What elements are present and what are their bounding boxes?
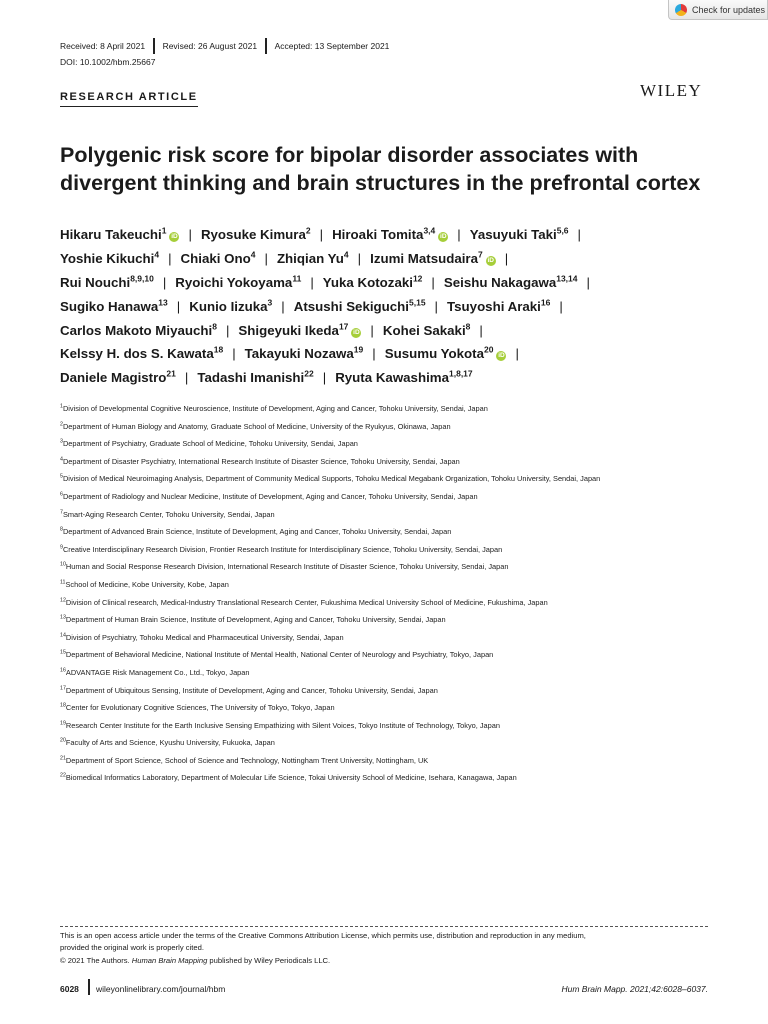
journal-citation bbox=[562, 984, 709, 994]
affiliation-number: 6 bbox=[60, 491, 63, 498]
crossmark-icon bbox=[675, 4, 687, 16]
author-name[interactable]: Rui Nouchi bbox=[60, 274, 131, 290]
article-dates bbox=[60, 38, 389, 54]
author-affiliation-ref: 8 bbox=[465, 321, 471, 332]
affiliation-number: 10 bbox=[60, 561, 66, 568]
affiliation-item bbox=[60, 720, 700, 731]
author-name[interactable]: Susumu Yokota bbox=[384, 346, 484, 362]
affiliation-text: Department of Psychiatry, Graduate School of Medicine, Tohoku University, Sendai, Japan bbox=[62, 439, 358, 449]
author-affiliation-ref: 12 bbox=[412, 273, 423, 284]
affiliation-item bbox=[60, 403, 700, 414]
affiliation-item bbox=[60, 421, 700, 432]
check-for-updates-button[interactable] bbox=[668, 0, 768, 20]
affiliation-number: 19 bbox=[60, 720, 66, 727]
author-separator: | bbox=[434, 298, 439, 314]
author-separator: | bbox=[176, 298, 181, 314]
affiliation-text: Department of Ubiquitous Sensing, Institute of Development, Aging and Cancer, Tohoku University, Sendai, Japan bbox=[65, 685, 438, 695]
author-name[interactable]: Ryoichi Yokoyama bbox=[175, 274, 293, 290]
affiliation-text: Department of Human Biology and Anatomy, Graduate School of Medicine, University of the Ryukyus, Okinawa, Japan bbox=[62, 421, 451, 431]
affiliation-number: 13 bbox=[60, 614, 66, 621]
author-separator: | bbox=[586, 274, 590, 290]
paper-title: Polygenic risk score for bipolar disorder associates with divergent thinking and brain structures in the prefrontal cortex bbox=[60, 143, 701, 195]
author-separator: | bbox=[372, 346, 376, 362]
author-separator: | bbox=[225, 322, 230, 338]
affiliation-number: 14 bbox=[60, 632, 66, 639]
affiliation-number: 5 bbox=[60, 473, 63, 480]
author-separator: | bbox=[264, 250, 268, 266]
author-separator: | bbox=[168, 250, 172, 266]
author-affiliation-ref: 4 bbox=[343, 249, 349, 260]
author-name[interactable]: Ryuta Kawashima bbox=[335, 370, 449, 386]
affiliation-item bbox=[60, 597, 700, 608]
author-separator: | bbox=[319, 227, 324, 242]
affiliation-item bbox=[60, 438, 700, 449]
affiliation-number: 4 bbox=[60, 456, 63, 463]
affiliation-item bbox=[60, 456, 700, 467]
affiliation-item bbox=[60, 649, 700, 660]
orcid-icon[interactable]: iD bbox=[487, 256, 494, 264]
affiliation-number: 18 bbox=[60, 702, 66, 709]
author-separator: | bbox=[504, 250, 509, 266]
author-name[interactable]: Tadashi Imanishi bbox=[197, 370, 305, 386]
author-affiliation-ref: 17 bbox=[338, 321, 349, 332]
author-affiliation-ref: 22 bbox=[304, 368, 314, 379]
author-name[interactable]: Hikaru Takeuchi bbox=[60, 227, 162, 242]
author-affiliation-ref: 16 bbox=[540, 297, 551, 308]
author-affiliation-ref: 11 bbox=[292, 273, 302, 284]
author-separator: | bbox=[281, 298, 285, 314]
affiliation-text: Department of Radiology and Nuclear Medicine, Institute of Development, Aging and Cancer, Tohoku University, Sendai, Japan bbox=[62, 491, 478, 501]
affiliation-number: 9 bbox=[60, 544, 63, 551]
affiliation-item bbox=[60, 632, 700, 643]
copyright-prefix: © 2021 The Authors. bbox=[60, 955, 132, 965]
author-separator: | bbox=[479, 322, 483, 338]
affiliation-number: 22 bbox=[60, 773, 66, 779]
author-affiliation-ref: 1 bbox=[161, 225, 167, 236]
affiliation-item bbox=[60, 579, 700, 590]
author-separator: | bbox=[232, 346, 236, 362]
author-line bbox=[60, 299, 720, 323]
affiliation-item bbox=[60, 473, 700, 484]
affiliation-number: 2 bbox=[60, 421, 63, 428]
author-separator: | bbox=[431, 274, 435, 290]
author-affiliation-ref: 18 bbox=[213, 345, 224, 356]
author-list bbox=[60, 227, 720, 394]
orcid-icon[interactable]: iD bbox=[353, 328, 360, 336]
author-separator: | bbox=[515, 346, 519, 362]
author-name[interactable]: Sugiko Hanawa bbox=[60, 298, 159, 314]
affiliation-item bbox=[60, 544, 700, 555]
article-type bbox=[60, 91, 198, 103]
author-line bbox=[60, 227, 720, 251]
author-separator: | bbox=[162, 274, 167, 290]
author-name[interactable]: Seishu Nakagawa bbox=[443, 274, 557, 290]
affiliation-item bbox=[60, 702, 700, 713]
author-name[interactable]: Yoshie Kikuchi bbox=[60, 250, 155, 266]
affiliation-number: 15 bbox=[60, 649, 66, 656]
license-line-1: This is an open access article under the terms of the Creative Commons Attribution License, which permits use, distribution and reproduction in any medium, bbox=[60, 931, 586, 940]
affiliation-text: Division of Medical Neuroimaging Analysis, Department of Community Medical Supports, Tohoku Medical Megabank Organization, Tohoku University, Sendai, Japan bbox=[62, 474, 601, 484]
author-name[interactable]: Yasuyuki Taki bbox=[469, 227, 557, 242]
author-separator: | bbox=[457, 227, 461, 242]
check-for-updates-label: Check for updates bbox=[692, 4, 766, 15]
affiliation-text: Division of Developmental Cognitive Neuroscience, Institute of Development, Aging and Cancer, Tohoku University, Sendai, Japan bbox=[62, 404, 488, 413]
copyright-suffix: published by Wiley Periodicals LLC. bbox=[207, 955, 331, 965]
received-date: Received: 8 April 2021 bbox=[60, 41, 146, 51]
author-affiliation-ref: 1,8,17 bbox=[449, 368, 473, 379]
author-line bbox=[60, 275, 720, 299]
author-affiliation-ref: 3,4 bbox=[423, 225, 436, 236]
affiliation-item bbox=[60, 667, 700, 678]
affiliation-text: Creative Interdisciplinary Research Division, Frontier Research Institute for Interdisciplinary Science, Tohoku University, Sendai, Japan bbox=[62, 544, 503, 554]
author-name[interactable]: Takayuki Nozawa bbox=[244, 346, 354, 362]
affiliation-item bbox=[60, 491, 700, 502]
author-affiliation-ref: 4 bbox=[250, 249, 256, 260]
affiliation-text: Department of Sport Science, School of Science and Technology, Nottingham Trent University, Nottingham, UK bbox=[65, 755, 429, 765]
author-name[interactable]: Kohei Sakaki bbox=[382, 322, 466, 338]
affiliation-number: 20 bbox=[60, 737, 66, 744]
affiliation-item bbox=[60, 561, 700, 572]
affiliation-item bbox=[60, 526, 700, 537]
author-separator: | bbox=[310, 274, 314, 290]
affiliation-number: 3 bbox=[60, 438, 63, 445]
affiliation-text: Department of Disaster Psychiatry, International Research Institute of Disaster Science, Tohoku University, Sendai, Japan bbox=[62, 456, 460, 466]
affiliation-number: 17 bbox=[60, 685, 66, 692]
orcid-icon[interactable]: iD bbox=[440, 233, 447, 240]
license-notice bbox=[60, 930, 720, 967]
article-type-underline bbox=[60, 106, 198, 108]
author-name[interactable]: Izumi Matsudaira bbox=[370, 250, 478, 266]
affiliation-item bbox=[60, 685, 700, 696]
author-name[interactable]: Yuka Kotozaki bbox=[322, 274, 413, 290]
affiliation-item bbox=[60, 614, 700, 625]
affiliation-number: 1 bbox=[60, 403, 63, 410]
author-affiliation-ref: 4 bbox=[154, 249, 160, 260]
page-number: 6028 bbox=[60, 984, 79, 994]
affiliation-text: Department of Human Brain Science, Institute of Development, Aging and Cancer, Tohoku University, Sendai, Japan bbox=[65, 615, 446, 625]
author-separator: | bbox=[577, 227, 582, 242]
affiliation-text: Division of Clinical research, Medical-Industry Translational Research Center, Fukushima Medical University School of Medicine, Fukushima, Japan bbox=[65, 597, 548, 607]
affiliation-item bbox=[60, 737, 700, 748]
author-affiliation-ref: 20 bbox=[484, 345, 494, 356]
affiliation-list bbox=[60, 403, 700, 790]
author-name[interactable]: Chiaki Ono bbox=[180, 250, 251, 266]
author-name[interactable]: Kunio Iizuka bbox=[189, 298, 268, 314]
journal-name: Human Brain Mapping bbox=[131, 955, 208, 965]
author-line bbox=[60, 346, 720, 370]
article-type-label: RESEARCH ARTICLE bbox=[60, 91, 198, 103]
author-name[interactable]: Daniele Magistro bbox=[60, 370, 167, 386]
author-separator: | bbox=[357, 250, 362, 266]
author-affiliation-ref: 19 bbox=[353, 345, 364, 356]
revised-date: Revised: 26 August 2021 bbox=[162, 41, 258, 51]
affiliation-text: Center for Evolutionary Cognitive Sciences, The University of Tokyo, Tokyo, Japan bbox=[65, 703, 335, 713]
author-name[interactable]: Hiroaki Tomita bbox=[332, 227, 424, 242]
affiliation-text: Human and Social Response Research Division, International Research Institute of Disaster Science, Tohoku University, Sendai, Japan bbox=[65, 562, 509, 572]
author-name[interactable]: Shigeyuki Ikeda bbox=[238, 322, 339, 338]
author-affiliation-ref: 3 bbox=[267, 297, 273, 308]
author-affiliation-ref: 7 bbox=[478, 249, 483, 260]
affiliation-item bbox=[60, 755, 700, 766]
author-affiliation-ref: 5,6 bbox=[556, 225, 569, 236]
author-affiliation-ref: 8 bbox=[212, 321, 217, 332]
affiliation-text: Division of Psychiatry, Tohoku Medical and Pharmaceutical University, Sendai, Japan bbox=[65, 632, 344, 642]
author-affiliation-ref: 13 bbox=[158, 297, 168, 308]
license-line-2: provided the original work is properly cited. bbox=[60, 943, 204, 953]
author-line bbox=[60, 251, 720, 275]
author-affiliation-ref: 21 bbox=[166, 368, 176, 379]
author-name[interactable]: Carlos Makoto Miyauchi bbox=[60, 322, 213, 338]
author-line bbox=[60, 323, 720, 347]
affiliation-text: Faculty of Arts and Science, Kyushu University, Fukuoka, Japan bbox=[65, 738, 275, 748]
orcid-icon[interactable]: iD bbox=[498, 352, 505, 360]
author-name[interactable]: Kelssy H. dos S. Kawata bbox=[60, 346, 214, 362]
accepted-date: Accepted: 13 September 2021 bbox=[274, 41, 390, 51]
affiliation-item bbox=[60, 772, 700, 783]
author-affiliation-ref: 5,15 bbox=[409, 297, 426, 308]
copyright-line bbox=[60, 955, 720, 967]
affiliation-number: 16 bbox=[60, 667, 66, 674]
affiliation-number: 12 bbox=[60, 597, 66, 604]
author-affiliation-ref: 2 bbox=[305, 225, 311, 236]
affiliation-text: Research Center Institute for the Earth Inclusive Sensing Empathizing with Silent Voices, Tokyo Institute of Technology, Tokyo, Japan bbox=[65, 720, 501, 730]
affiliation-text: Department of Behavioral Medicine, National Institute of Mental Health, National Center of Neurology and Psychiatry, Tokyo, Japan bbox=[65, 650, 494, 660]
author-name[interactable]: Ryosuke Kimura bbox=[200, 227, 306, 242]
affiliation-number: 11 bbox=[60, 579, 66, 586]
author-separator: | bbox=[188, 227, 192, 242]
affiliation-text: ADVANTAGE Risk Management Co., Ltd., Tokyo, Japan bbox=[65, 667, 250, 677]
affiliation-item bbox=[60, 509, 700, 520]
author-separator: | bbox=[322, 370, 327, 386]
affiliation-number: 7 bbox=[60, 509, 63, 516]
date-separator bbox=[153, 38, 155, 54]
author-separator: | bbox=[184, 370, 189, 386]
author-separator: | bbox=[559, 298, 563, 314]
author-name[interactable]: Zhiqian Yu bbox=[276, 250, 344, 266]
date-separator bbox=[265, 38, 267, 54]
footer-separator bbox=[88, 979, 90, 995]
orcid-icon[interactable]: iD bbox=[171, 233, 178, 240]
author-affiliation-ref: 13,14 bbox=[556, 273, 578, 284]
affiliation-text: Biomedical Informatics Laboratory, Department of Molecular Life Science, Tokai University School of Medicine, Isehara, Kanagawa, Japan bbox=[65, 773, 517, 783]
author-name[interactable]: Tsuyoshi Araki bbox=[447, 298, 541, 314]
footer-divider bbox=[60, 926, 708, 927]
author-affiliation-ref: 8,9,10 bbox=[130, 273, 154, 284]
author-name[interactable]: Atsushi Sekiguchi bbox=[293, 298, 409, 314]
publisher-logo: WILEY bbox=[640, 81, 703, 100]
author-line bbox=[60, 370, 720, 394]
citation-text: Hum Brain Mapp. 2021;42:6028–6037. bbox=[561, 984, 708, 994]
affiliation-text: Department of Advanced Brain Science, Institute of Development, Aging and Cancer, Tohoku University, Sendai, Japan bbox=[62, 527, 452, 537]
affiliation-text: School of Medicine, Kobe University, Kobe, Japan bbox=[65, 579, 229, 589]
affiliation-number: 8 bbox=[60, 526, 63, 533]
affiliation-number: 21 bbox=[60, 755, 66, 762]
affiliation-text: Smart-Aging Research Center, Tohoku University, Sendai, Japan bbox=[62, 509, 275, 519]
author-separator: | bbox=[370, 322, 374, 338]
journal-url[interactable]: wileyonlinelibrary.com/journal/hbm bbox=[96, 984, 226, 994]
doi[interactable]: DOI: 10.1002/hbm.25667 bbox=[60, 57, 156, 67]
